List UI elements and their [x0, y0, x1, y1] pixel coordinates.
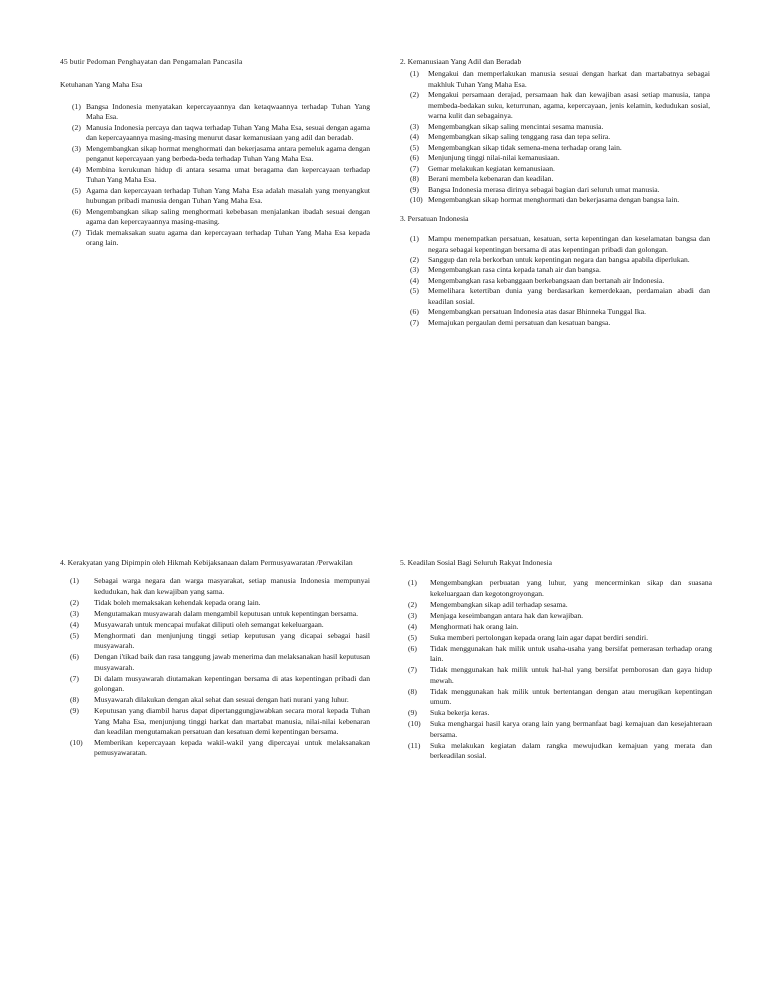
sila1-list	[60, 102, 370, 249]
item-text: Memberikan kepercayaan kepada wakil-wakil yang dipercayai untuk melaksanakan pemusyawaratan.	[94, 738, 370, 758]
sila5-item	[400, 578, 712, 599]
item-number: (7)	[410, 317, 419, 327]
item-number: (11)	[408, 740, 421, 750]
item-number: (4)	[70, 619, 79, 629]
sila4-item	[60, 738, 370, 759]
item-number: (6)	[410, 153, 419, 163]
item-number: (5)	[70, 630, 79, 640]
item-text: Mengembangkan sikap adil terhadap sesama.	[430, 599, 568, 609]
sila2-item	[400, 185, 710, 195]
sila1-heading: Ketuhanan Yang Maha Esa	[60, 80, 143, 90]
item-number: (2)	[72, 122, 81, 132]
sila3-item	[400, 286, 710, 307]
item-number: (5)	[72, 185, 81, 195]
item-text: Memajukan pergaulan demi persatuan dan kesatuan bangsa.	[428, 317, 611, 327]
sila4-item	[60, 674, 370, 695]
item-number: (6)	[408, 643, 417, 653]
sila5-item	[400, 665, 712, 686]
item-number: (8)	[408, 686, 417, 696]
sila5-item	[400, 600, 712, 610]
sila2-item	[400, 122, 710, 132]
item-text: Mengembangkan sikap hormat menghormati dan bekerjasama dengan bangsa lain.	[428, 195, 680, 205]
sila2-item	[400, 69, 710, 90]
item-text: Menjaga keseimbangan antara hak dan kewajiban.	[430, 610, 584, 620]
item-number: (2)	[408, 599, 417, 609]
item-text: Musyawarah untuk mencapai mufakat diliputi oleh semangat kekeluargaan.	[94, 619, 324, 629]
item-number: (7)	[408, 665, 417, 675]
item-text: Mengembangkan persatuan Indonesia atas dasar Bhinneka Tunggal Ika.	[428, 307, 647, 317]
sila5-item	[400, 741, 712, 762]
sila2-item	[400, 195, 710, 205]
item-number: (10)	[70, 738, 83, 747]
item-number: (5)	[410, 286, 419, 296]
sila2-item	[400, 174, 710, 184]
item-text: Mengembangkan perbuatan yang luhur, yang mencerminkan sikap dan suasana kekeluargaan dan kegotongroyongan.	[430, 578, 712, 598]
sila3-item	[400, 307, 710, 317]
item-number: (2)	[410, 254, 419, 264]
item-number: (3)	[72, 143, 81, 153]
item-text: Mengembangkan sikap hormat menghormati dan bekerjasama antara pemeluk agama dengan penganut kepercayaan yang berbeda-beda terhadap Tuhan Yang Maha Esa.	[86, 143, 370, 164]
item-text: Suka bekerja keras.	[430, 708, 490, 718]
section-ketuhanan-block	[60, 57, 370, 257]
sila5-item	[400, 633, 712, 643]
item-text: Mengembangkan sikap tidak semena-mena terhadap orang lain.	[428, 142, 622, 152]
item-number: (2)	[410, 90, 419, 100]
item-number: (4)	[410, 275, 419, 285]
item-text: Menghormati hak orang lain.	[430, 621, 519, 631]
sila4-list	[60, 576, 370, 758]
item-text: Menghormati dan menjunjung tinggi setiap keputusan yang dicapai sebagai hasil musyawarah.	[94, 630, 370, 651]
item-number: (2)	[70, 597, 79, 607]
item-number: (5)	[408, 632, 417, 642]
sila3-item	[400, 255, 710, 265]
sila3-heading: 3. Persatuan Indonesia	[400, 213, 469, 223]
sila5-list	[400, 578, 712, 761]
item-text: Mengembangkan sikap saling mencintai sesama manusia.	[428, 121, 604, 131]
item-text: Dengan i'tikad baik dan rasa tanggung jawab menerima dan melaksanakan hasil keputusan musyawarah.	[94, 652, 370, 672]
item-text: Tidak memaksakan suatu agama dan kepercayaan terhadap Tuhan Yang Maha Esa kepada orang lain.	[86, 227, 370, 248]
sila1-item	[60, 186, 370, 207]
item-text: Bangsa Indonesia menyatakan kepercayaannya dan ketaqwaannya terhadap Tuhan Yang Maha Esa.	[86, 101, 370, 122]
sila2-item	[400, 153, 710, 163]
sila3-item	[400, 318, 710, 328]
sila4-item	[60, 609, 370, 619]
item-number: (9)	[408, 708, 417, 718]
item-text: Suka melakukan kegiatan dalam rangka mewujudkan kemajuan yang merata dan berkeadilan sosial.	[430, 740, 712, 760]
item-number: (4)	[72, 164, 81, 174]
sila2-item	[400, 164, 710, 174]
item-text: Mampu menempatkan persatuan, kesatuan, serta kepentingan dan keselamatan bangsa dan negara sebagai kepentingan bersama di atas kepentingan pribadi dan golongan.	[428, 234, 710, 254]
item-number: (9)	[70, 706, 79, 716]
sila1-item	[60, 228, 370, 249]
item-text: Tidak boleh memaksakan kehendak kepada orang lain.	[94, 597, 261, 607]
item-number: (4)	[408, 621, 417, 631]
item-number: (10)	[410, 195, 423, 205]
sila4-heading: 4. Kerakyatan yang Dipimpin oleh Hikmah Kebijaksanaan dalam Permusyawaratan /Perwakilan	[60, 558, 353, 567]
item-number: (1)	[72, 101, 81, 111]
item-text: Sanggup dan rela berkorban untuk kepentingan negara dan bangsa apabila diperlukan.	[428, 254, 690, 264]
item-number: (7)	[410, 163, 419, 173]
sila2-list	[400, 69, 710, 205]
item-number: (1)	[410, 69, 419, 79]
sila3-list	[400, 234, 710, 328]
item-number: (6)	[72, 206, 81, 216]
sila4-item	[60, 652, 370, 673]
item-number: (3)	[410, 265, 419, 275]
item-text: Menjunjung tinggi nilai-nilai kemanusiaan.	[428, 153, 560, 163]
item-text: Sebagai warga negara dan warga masyarakat, setiap manusia Indonesia mempunyai kedudukan, hak dan kewajiban yang sama.	[94, 576, 370, 596]
sila3-item	[400, 276, 710, 286]
item-text: Keputusan yang diambil harus dapat dipertanggungjawabkan secara moral kepada Tuhan Yang Maha Esa, menjunjung tinggi harkat dan martabat manusia, nilai-nilai kebenaran dan keadilan mengutamakan persatuan dan kesatuan demi kepentingan bersama.	[94, 706, 370, 737]
item-text: Berani membela kebenaran dan keadilan.	[428, 174, 554, 184]
item-text: Suka memberi pertolongan kepada orang lain agar dapat berdiri sendiri.	[430, 632, 649, 642]
sila5-item	[400, 622, 712, 632]
sila5-item	[400, 644, 712, 665]
sila5-heading: 5. Keadilan Sosial Bagi Seluruh Rakyat Indonesia	[400, 558, 553, 567]
item-text: Mengakui persamaan derajad, persamaan hak dan kewajiban asasi setiap manusia, tanpa membeda-bedakan suku, keturrunan, agama, kepercayaan, jenis kelamin, kedudukan sosial, warna kulit dan sebagainya.	[428, 90, 710, 121]
item-number: (4)	[410, 132, 419, 142]
sila1-item	[60, 165, 370, 186]
item-text: Manusia Indonesia percaya dan taqwa terhadap Tuhan Yang Maha Esa, sesuai dengan agama dan kepercayaannya masing-masing menurut dasar kemanusiaan yang adil dan beradab.	[86, 122, 370, 143]
item-number: (10)	[408, 719, 421, 729]
sila4-item	[60, 631, 370, 652]
sila4-item	[60, 576, 370, 597]
item-number: (8)	[410, 174, 419, 184]
item-text: Mengakui dan memperlakukan manusia sesuai dengan harkat dan martabatnya sebagai makhluk Tuhan Yang Maha Esa.	[428, 69, 710, 89]
sila2-heading: 2. Kemanusiaan Yang Adil dan Beradab	[400, 57, 522, 66]
item-text: Memelihara ketertiban dunia yang berdasarkan kemerdekaan, perdamaian abadi dan keadilan sosial.	[428, 286, 710, 306]
sila2-item	[400, 90, 710, 121]
item-number: (6)	[410, 307, 419, 317]
item-number: (8)	[70, 695, 79, 705]
item-number: (3)	[408, 610, 417, 620]
item-text: Tidak menggunakan hak milik untuk hal-hal yang bersifat pemborosan dan gaya hidup mewah.	[430, 665, 712, 685]
document-title: 45 butir Pedoman Penghayatan dan Pengamalan Pancasila	[60, 57, 243, 66]
item-text: Agama dan kepercayaan terhadap Tuhan Yang Maha Esa adalah masalah yang menyangkut hubungan pribadi manusia dengan Tuhan Yang Maha Esa.	[86, 185, 370, 206]
sila4-item	[60, 598, 370, 608]
sila1-item	[60, 144, 370, 165]
section-keadilan-block	[400, 558, 712, 769]
item-text: Di dalam musyawarah diutamakan kepentingan bersama di atas kepentingan pribadi dan golongan.	[94, 673, 370, 694]
section-kerakyatan-block	[60, 558, 370, 767]
item-text: Mengembangkan sikap saling tenggang rasa dan tepa selira.	[428, 132, 611, 142]
sila1-item	[60, 102, 370, 123]
item-number: (7)	[72, 227, 81, 237]
sila4-item	[60, 620, 370, 630]
section-kemanusiaan-persatuan-block	[400, 57, 710, 336]
sila4-item	[60, 706, 370, 737]
item-text: Tidak menggunakan hak milik untuk usaha-usaha yang bersifat pemerasan terhadap orang lain.	[430, 643, 712, 664]
sila2-item	[400, 143, 710, 153]
item-text: Mengembangkan rasa kebanggaan berkebangsaan dan bertanah air Indonesia.	[428, 275, 665, 285]
item-text: Gemar melakukan kegiatan kemanusiaan.	[428, 163, 555, 173]
item-number: (5)	[410, 142, 419, 152]
item-number: (1)	[410, 234, 419, 244]
sila5-item	[400, 687, 712, 708]
sila2-item	[400, 132, 710, 142]
sila4-item	[60, 695, 370, 705]
sila3-item	[400, 265, 710, 275]
item-text: Mengutamakan musyawarah dalam mengambil keputusan untuk kepentingan bersama.	[94, 608, 359, 618]
item-text: Mengembangkan rasa cinta kepada tanah air dan bangsa.	[428, 265, 601, 275]
item-text: Mengembangkan sikap saling menghormati kebebasan menjalankan ibadah sesuai dengan agama dan kepercayaannya masing-masing.	[86, 206, 370, 227]
item-number: (3)	[410, 121, 419, 131]
item-number: (1)	[408, 578, 417, 588]
item-number: (1)	[70, 576, 79, 586]
item-text: Suka menghargai hasil karya orang lain yang bermanfaat bagi kemajuan dan kesejahteraan bersama.	[430, 719, 712, 739]
item-text: Tidak menggunakan hak milik untuk bertentangan dengan atau merugikan kepentingan umum.	[430, 686, 712, 707]
item-number: (9)	[410, 184, 419, 194]
item-text: Bangsa Indonesia merasa dirinya sebagai bagian dari seluruh umat manusia.	[428, 184, 660, 194]
item-text: Musyawarah dilakukan dengan akal sehat dan sesuai dengan hati nurani yang luhur.	[94, 695, 349, 705]
sila3-item	[400, 234, 710, 255]
item-text: Membina kerukunan hidup di antara sesama umat beragama dan kepercayaan terhadap Tuhan Yang Maha Esa.	[86, 164, 370, 185]
sila5-item	[400, 708, 712, 718]
item-number: (3)	[70, 608, 79, 618]
sila1-item	[60, 123, 370, 144]
item-number: (6)	[70, 652, 79, 662]
item-number: (7)	[70, 673, 79, 683]
sila5-item	[400, 719, 712, 740]
sila1-item	[60, 207, 370, 228]
sila5-item	[400, 611, 712, 621]
